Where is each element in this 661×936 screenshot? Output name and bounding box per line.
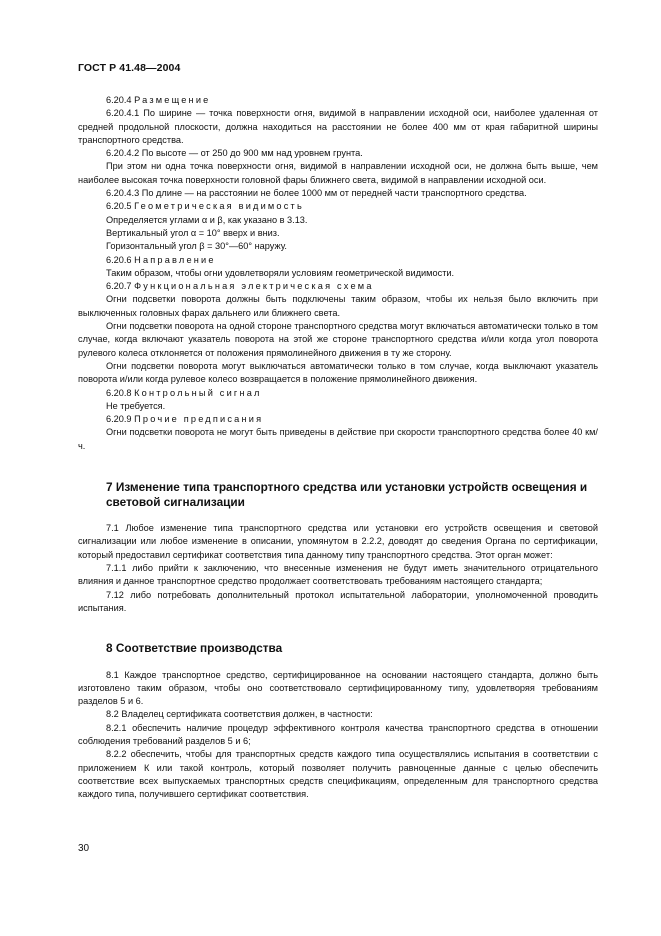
clause-title: Размещение (134, 95, 211, 105)
subsection-heading (78, 200, 598, 213)
paragraph: 7.1 Любое изменение типа транспортного средства или установки его устройств освещения и световой сигнализации или любое изменение в описании, упомянутом в 2.2.2, доводят до сведения Органа по сертификации, который предоставил сертификат соответствия типа данному типу транспортного средства. Этот орган может: (78, 523, 598, 560)
paragraph: Огни подсветки поворота могут выключаться автоматически только в том случае, когда выключают указатель поворота и/или когда рулевое колесо возвращается в положение прямолинейного движения. (78, 360, 598, 385)
paragraph: При этом ни одна точка поверхности огня, видимой в направлении исходной оси, не должна быть выше, чем наиболее высокая точка поверхности головной фары ближнего света, видимой в направлении исходной оси. (78, 161, 598, 185)
subsection-heading (78, 387, 598, 400)
section-heading: 7 Изменение типа транспортного средства или установки устройств освещения и световой сигнализации (106, 480, 588, 509)
paragraph: Огни подсветки поворота не могут быть приведены в действие при скорости транспортного средства более 40 км/ч. (78, 427, 598, 451)
paragraph: 6.20.4.2 По высоте — от 250 до 900 мм над уровнем грунта. (106, 148, 363, 159)
clause-number: 6.20.6 (106, 254, 132, 265)
clause-number: 6.20.5 (106, 201, 132, 212)
paragraph: 8.2 Владелец сертификата соответствия должен, в частности: (106, 709, 373, 720)
document-body (78, 94, 598, 802)
paragraph: 8.2.1 обеспечить наличие процедур эффективного контроля качества транспортного средства в отношении соблюдения требований разделов 5 и 6; (78, 722, 598, 747)
clause-number: 6.20.7 (106, 281, 132, 292)
paragraph: 7.12 либо потребовать дополнительный протокол испытательной лаборатории, уполномоченной проводить испытания. (78, 589, 598, 613)
section-heading: 8 Соответствие производства (106, 641, 283, 656)
subsection-heading (78, 413, 598, 426)
clause-title: Контрольный сигнал (134, 387, 262, 398)
paragraph: Горизонтальный угол β = 30°—60° наружу. (106, 241, 287, 252)
subsection-heading (78, 254, 598, 267)
clause-title: Геометрическая видимость (134, 201, 304, 212)
clause-title: Направление (134, 254, 216, 265)
paragraph: Огни подсветки поворота должны быть подключены таким образом, чтобы их нельзя было включить при выключенных головных фарах дальнего или ближнего света. (78, 294, 598, 318)
paragraph: 6.20.4.1 По ширине — точка поверхности огня, видимой в направлении исходной оси, наиболее удаленная от средней продольной плоскости, должна находиться на расстоянии не более 400 мм от края габаритной ширины транспортного средства. (78, 108, 598, 145)
clause-number: 6.20.8 (106, 387, 132, 398)
paragraph: 7.1.1 либо прийти к заключению, что внесенные изменения не будут иметь значительного отрицательного влияния и данное транспортное средство продолжает соответствовать требованиям настоящего стандарта; (78, 562, 598, 587)
paragraph: Таким образом, чтобы огни удовлетворяли условиям геометрической видимости. (106, 267, 455, 278)
paragraph: Не требуется. (106, 400, 166, 411)
clause-number: 6.20.9 (106, 414, 132, 425)
clause-title: Прочие предписания (134, 414, 264, 425)
paragraph: 6.20.4.3 По длине — на расстоянии не более 1000 мм от передней части транспортного средства. (106, 188, 527, 199)
paragraph: Огни подсветки поворота на одной стороне транспортного средства могут включаться автоматически только в том случае, когда включают указатель поворота на этой же стороне транспортного средства и/или когда угол поворота рулевого колеса отклоняется от положения прямолинейного движения в ту же сторону. (78, 321, 598, 358)
paragraph: Определяется углами α и β, как указано в 3.13. (106, 214, 308, 225)
paragraph: 8.2.2 обеспечить, чтобы для транспортных средств каждого типа осуществлялись испытания в соответствии с приложением К или такой контроль, который позволяет получить равноценные данные с целью обеспечить соответствие всех выпускаемых транспортных средств спецификациям, определенным для транспортного средства каждого типа, получившего сертификат соответствия. (78, 749, 598, 800)
document-header: ГОСТ Р 41.48—2004 (78, 62, 181, 74)
clause-number: 6.20.4 (106, 95, 132, 105)
clause-title: Функциональная электрическая схема (134, 281, 374, 292)
paragraph: Вертикальный угол α = 10° вверх и вниз. (106, 227, 280, 238)
subsection-heading (78, 280, 598, 293)
subsection-heading (78, 94, 598, 107)
paragraph: 8.1 Каждое транспортное средство, сертифицированное на основании настоящего стандарта, должно быть изготовлено таким образом, чтобы оно соответствовало сертифицированному типу, удовлетворяя требованиям разделов 5 и 6. (78, 669, 598, 707)
page-number: 30 (78, 843, 90, 854)
